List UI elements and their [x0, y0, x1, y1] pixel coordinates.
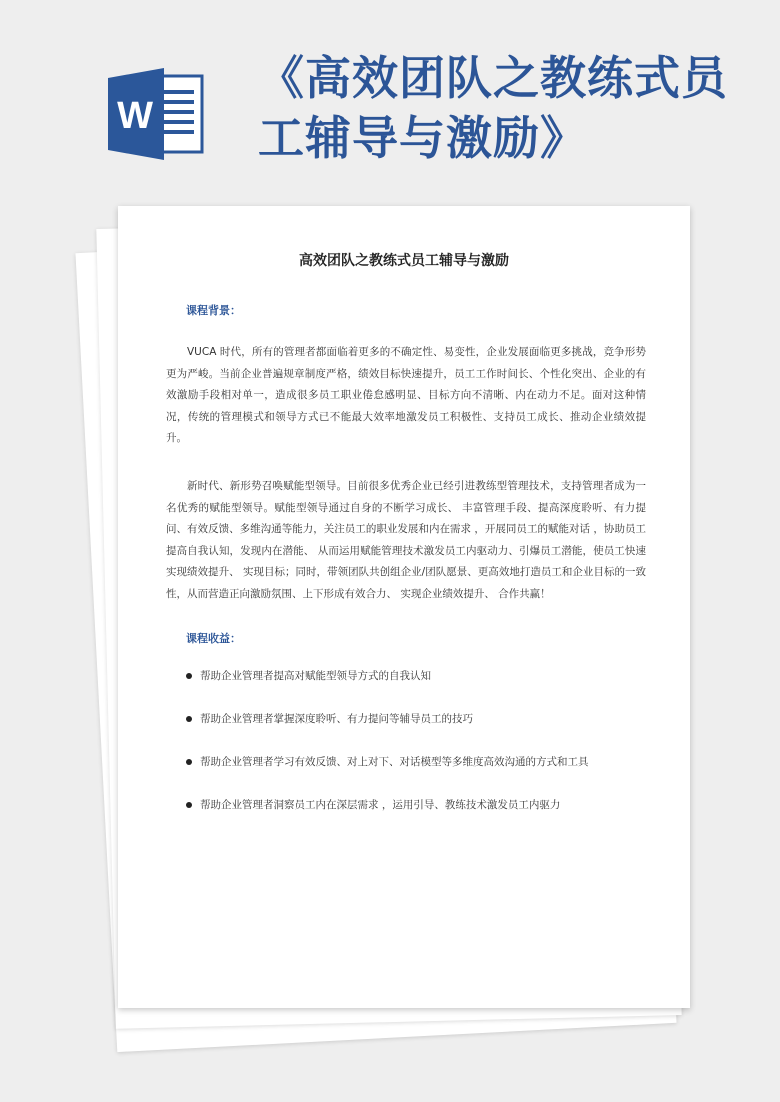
bullet-icon: [186, 673, 192, 679]
banner-title: 《高效团队之教练式员工辅导与激励》: [258, 51, 728, 165]
benefit-item: [182, 754, 652, 797]
benefit-item: [182, 711, 652, 754]
bullet-icon: [186, 802, 192, 808]
benefit-text: 帮助企业管理者学习有效反馈、对上对下、对话模型等多维度高效沟通的方式和工具: [200, 756, 589, 768]
word-document-icon: [108, 68, 206, 160]
benefits-heading: 课程收益：: [186, 632, 241, 645]
benefit-text: 帮助企业管理者提高对赋能型领导方式的自我认知: [200, 670, 431, 682]
benefit-text: 帮助企业管理者掌握深度聆听、有力提问等辅导员工的技巧: [200, 713, 473, 725]
benefit-item: [182, 668, 652, 711]
document-title: 高效团队之教练式员工辅导与激励: [299, 253, 509, 269]
background-heading: 课程背景：: [186, 304, 241, 317]
word-icon-letter: W: [117, 95, 153, 137]
background-paragraph-1: VUCA 时代，所有的管理者都面临着更多的不确定性、易变性，企业发展面临更多挑战，竞争形势更为严峻。当前企业普遍规章制度严格，绩效目标快速提升，员工工作时间长、个性化突出、企业的有效激励手段相对单一，造成很多员工职业倦怠感明显、目标方向不清晰、内在动力不足。面对这种情况，传统的管理模式和领导方式已不能最大效率地激发员工积极性、支持员工成长、推动企业绩效提升。: [166, 346, 646, 444]
background-paragraph-2: 新时代、新形势召唤赋能型领导。目前很多优秀企业已经引进教练型管理技术，支持管理者成为一名优秀的赋能型领导。赋能型领导通过自身的不断学习成长、 丰富管理手段、提高深度聆听、有力提问、有效反馈、多维沟通等能力，关注员工的职业发展和内在需求 ，开展同员工的赋能对话 ，协助员工提高自我认知，发现内在潜能、 从而运用赋能管理技术激发员工内驱动力、引爆员工潜能，使员工快速实现绩效提升、 实现目标；同时，带领团队共创组企业/团队愿景、更高效地打造员工和企业目标的一致性，从而营造正向激励氛围、上下形成有效合力、 实现企业绩效提升、 合作共赢！: [166, 480, 646, 600]
benefits-list: [182, 668, 652, 840]
bullet-icon: [186, 759, 192, 765]
benefit-item: [182, 797, 652, 840]
benefit-text: 帮助企业管理者洞察员工内在深层需求 ，运用引导、教练技术激发员工内驱力: [200, 799, 561, 811]
document-page: [118, 206, 690, 1008]
bullet-icon: [186, 716, 192, 722]
